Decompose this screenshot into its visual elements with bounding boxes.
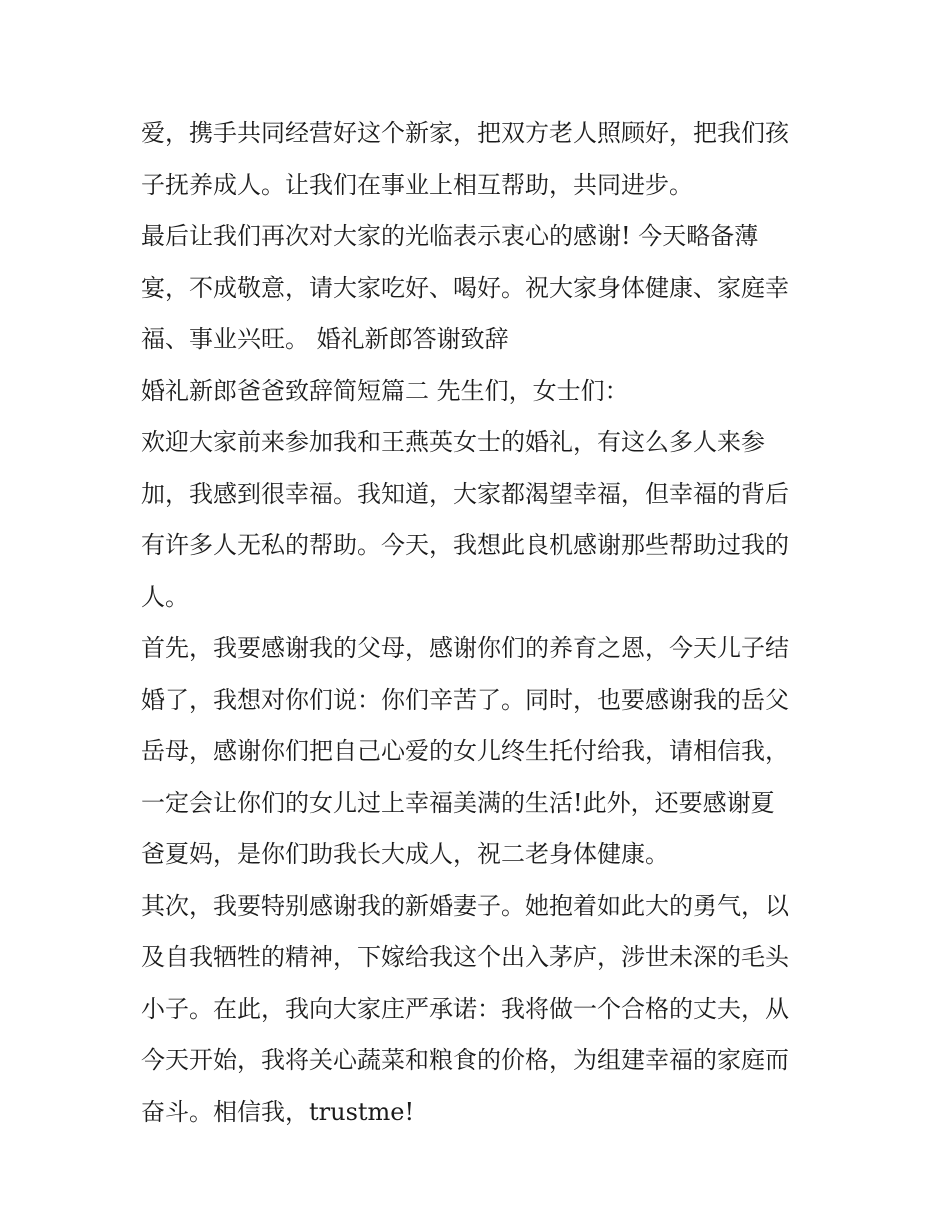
text-line: 加，我感到很幸福。我知道，大家都渴望幸福，但幸福的背后 <box>141 479 789 508</box>
text-line: 最后让我们再次对大家的光临表示衷心的感谢! 今天略备薄 <box>141 222 759 250</box>
text-line: 人。 <box>141 582 189 611</box>
body-text <box>141 108 821 1138</box>
text-line: 奋斗。相信我，trustme! <box>141 1097 415 1126</box>
text-line: 宴，不成敬意，请大家吃好、喝好。祝大家身体健康、家庭幸 <box>141 273 789 302</box>
text-line: 岳母，感谢你们把自己心爱的女儿终生托付给我，请相信我， <box>141 737 789 765</box>
text-line: 小子。在此，我向大家庄严承诺：我将做一个合格的丈夫，从 <box>141 994 789 1023</box>
text-line: 有许多人无私的帮助。今天，我想此良机感谢那些帮助过我的 <box>141 531 789 559</box>
text-line: 子抚养成人。让我们在事业上相互帮助，共同进步。 <box>141 170 693 199</box>
text-line: 今天开始，我将关心蔬菜和粮食的价格，为组建幸福的家庭而 <box>141 1046 789 1074</box>
text-line: 福、事业兴旺。 婚礼新郎答谢致辞 <box>141 325 509 353</box>
text-line: 婚了，我想对你们说：你们辛苦了。同时，也要感谢我的岳父 <box>141 685 789 714</box>
text-line: 爸夏妈，是你们助我长大成人，祝二老身体健康。 <box>141 840 669 868</box>
text-line: 欢迎大家前来参加我和王燕英女士的婚礼，有这么多人来参 <box>141 428 765 456</box>
text-line: 爱，携手共同经营好这个新家，把双方老人照顾好，把我们孩 <box>141 119 789 147</box>
text-line: 一定会让你们的女儿过上幸福美满的生活!此外，还要感谢夏 <box>141 788 775 817</box>
text-line: 婚礼新郎爸爸致辞简短篇二 先生们，女士们： <box>141 376 629 405</box>
text-line: 首先，我要感谢我的父母，感谢你们的养育之恩，今天儿子结 <box>141 634 789 662</box>
text-line: 及自我牺牲的精神，下嫁给我这个出入茅庐，涉世未深的毛头 <box>141 943 789 971</box>
text-line: 其次，我要特别感谢我的新婚妻子。她抱着如此大的勇气，以 <box>141 891 789 920</box>
